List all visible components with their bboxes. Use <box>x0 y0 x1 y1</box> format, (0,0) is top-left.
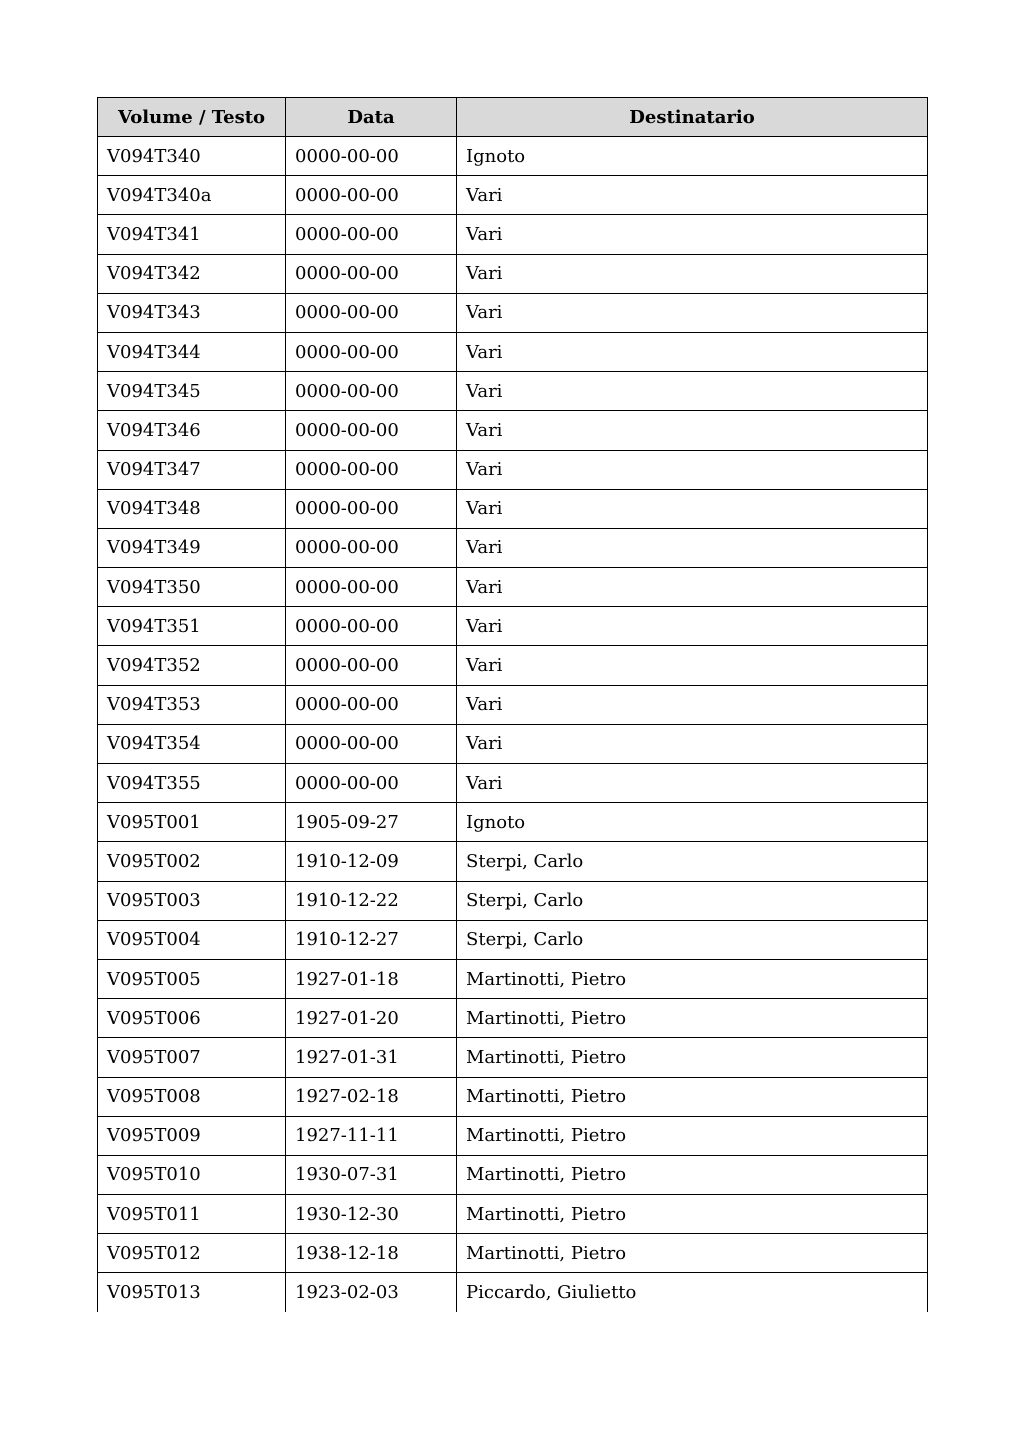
cell-data: 0000-00-00 <box>286 254 457 293</box>
table-row <box>98 372 928 411</box>
cell-data: 1938-12-18 <box>286 1234 457 1273</box>
table-row <box>98 137 928 176</box>
cell-destinatario: Ignoto <box>457 803 928 842</box>
cell-volume-testo: V095T001 <box>98 803 286 842</box>
table-row <box>98 1234 928 1273</box>
cell-volume-testo: V094T349 <box>98 528 286 567</box>
table-row <box>98 607 928 646</box>
table-row <box>98 332 928 371</box>
table-row <box>98 254 928 293</box>
header-row <box>98 98 928 137</box>
table-row <box>98 842 928 881</box>
cell-destinatario: Sterpi, Carlo <box>457 842 928 881</box>
cell-destinatario: Martinotti, Pietro <box>457 1195 928 1234</box>
cell-data: 1927-02-18 <box>286 1077 457 1116</box>
cell-data: 1930-07-31 <box>286 1155 457 1194</box>
table-header <box>98 98 928 137</box>
cell-destinatario: Sterpi, Carlo <box>457 920 928 959</box>
cell-data: 1910-12-09 <box>286 842 457 881</box>
cell-destinatario: Piccardo, Giulietto <box>457 1273 928 1312</box>
cell-volume-testo: V094T347 <box>98 450 286 489</box>
cell-destinatario: Martinotti, Pietro <box>457 1038 928 1077</box>
cell-volume-testo: V094T353 <box>98 685 286 724</box>
table-body <box>98 137 928 1313</box>
cell-data: 0000-00-00 <box>286 137 457 176</box>
cell-volume-testo: V095T008 <box>98 1077 286 1116</box>
cell-data: 1923-02-03 <box>286 1273 457 1312</box>
cell-destinatario: Vari <box>457 215 928 254</box>
cell-volume-testo: V095T005 <box>98 959 286 998</box>
cell-data: 0000-00-00 <box>286 764 457 803</box>
cell-destinatario: Vari <box>457 528 928 567</box>
table-row <box>98 999 928 1038</box>
cell-destinatario: Vari <box>457 254 928 293</box>
cell-destinatario: Vari <box>457 607 928 646</box>
cell-destinatario: Martinotti, Pietro <box>457 1077 928 1116</box>
cell-data: 0000-00-00 <box>286 372 457 411</box>
cell-destinatario: Vari <box>457 372 928 411</box>
cell-volume-testo: V095T011 <box>98 1195 286 1234</box>
cell-data: 0000-00-00 <box>286 450 457 489</box>
table-row <box>98 215 928 254</box>
table-row <box>98 764 928 803</box>
cell-data: 0000-00-00 <box>286 568 457 607</box>
cell-volume-testo: V094T342 <box>98 254 286 293</box>
table-row <box>98 881 928 920</box>
table-row <box>98 489 928 528</box>
cell-volume-testo: V094T352 <box>98 646 286 685</box>
cell-volume-testo: V094T340 <box>98 137 286 176</box>
cell-data: 0000-00-00 <box>286 489 457 528</box>
cell-data: 0000-00-00 <box>286 293 457 332</box>
table-row <box>98 803 928 842</box>
cell-volume-testo: V095T003 <box>98 881 286 920</box>
cell-data: 0000-00-00 <box>286 607 457 646</box>
cell-volume-testo: V095T009 <box>98 1116 286 1155</box>
cell-destinatario: Vari <box>457 176 928 215</box>
cell-destinatario: Ignoto <box>457 137 928 176</box>
cell-volume-testo: V094T343 <box>98 293 286 332</box>
table-row <box>98 1077 928 1116</box>
cell-destinatario: Martinotti, Pietro <box>457 1155 928 1194</box>
header-data: Data <box>286 98 457 137</box>
cell-destinatario: Martinotti, Pietro <box>457 999 928 1038</box>
cell-data: 1910-12-22 <box>286 881 457 920</box>
cell-destinatario: Vari <box>457 332 928 371</box>
cell-data: 0000-00-00 <box>286 176 457 215</box>
cell-volume-testo: V095T002 <box>98 842 286 881</box>
cell-destinatario: Vari <box>457 411 928 450</box>
table-row <box>98 568 928 607</box>
cell-data: 0000-00-00 <box>286 215 457 254</box>
cell-data: 1927-01-31 <box>286 1038 457 1077</box>
cell-volume-testo: V095T007 <box>98 1038 286 1077</box>
cell-volume-testo: V094T350 <box>98 568 286 607</box>
cell-destinatario: Vari <box>457 489 928 528</box>
cell-volume-testo: V094T346 <box>98 411 286 450</box>
cell-volume-testo: V095T004 <box>98 920 286 959</box>
records-table <box>97 97 928 1312</box>
header-volume-testo: Volume / Testo <box>98 98 286 137</box>
cell-destinatario: Martinotti, Pietro <box>457 959 928 998</box>
table-row <box>98 528 928 567</box>
cell-data: 0000-00-00 <box>286 411 457 450</box>
cell-data: 1927-11-11 <box>286 1116 457 1155</box>
cell-volume-testo: V095T010 <box>98 1155 286 1194</box>
table-row <box>98 920 928 959</box>
table-row <box>98 1038 928 1077</box>
cell-destinatario: Vari <box>457 724 928 763</box>
cell-data: 1905-09-27 <box>286 803 457 842</box>
cell-destinatario: Vari <box>457 568 928 607</box>
cell-destinatario: Martinotti, Pietro <box>457 1116 928 1155</box>
cell-destinatario: Martinotti, Pietro <box>457 1234 928 1273</box>
cell-data: 1927-01-20 <box>286 999 457 1038</box>
cell-destinatario: Vari <box>457 293 928 332</box>
table-row <box>98 450 928 489</box>
table-row <box>98 1116 928 1155</box>
table-row <box>98 1273 928 1312</box>
cell-destinatario: Vari <box>457 450 928 489</box>
cell-data: 0000-00-00 <box>286 528 457 567</box>
cell-volume-testo: V095T012 <box>98 1234 286 1273</box>
table-row <box>98 685 928 724</box>
cell-volume-testo: V094T341 <box>98 215 286 254</box>
header-destinatario: Destinatario <box>457 98 928 137</box>
table-row <box>98 724 928 763</box>
cell-data: 0000-00-00 <box>286 685 457 724</box>
table-row <box>98 411 928 450</box>
table-row <box>98 959 928 998</box>
cell-data: 1910-12-27 <box>286 920 457 959</box>
cell-volume-testo: V094T355 <box>98 764 286 803</box>
cell-volume-testo: V094T345 <box>98 372 286 411</box>
cell-destinatario: Vari <box>457 646 928 685</box>
cell-data: 0000-00-00 <box>286 724 457 763</box>
table-row <box>98 293 928 332</box>
cell-volume-testo: V094T354 <box>98 724 286 763</box>
cell-data: 0000-00-00 <box>286 646 457 685</box>
cell-volume-testo: V094T344 <box>98 332 286 371</box>
cell-destinatario: Sterpi, Carlo <box>457 881 928 920</box>
cell-destinatario: Vari <box>457 764 928 803</box>
cell-volume-testo: V095T006 <box>98 999 286 1038</box>
cell-data: 1927-01-18 <box>286 959 457 998</box>
cell-destinatario: Vari <box>457 685 928 724</box>
cell-volume-testo: V095T013 <box>98 1273 286 1312</box>
cell-data: 0000-00-00 <box>286 332 457 371</box>
table-row <box>98 1155 928 1194</box>
cell-volume-testo: V094T351 <box>98 607 286 646</box>
cell-volume-testo: V094T348 <box>98 489 286 528</box>
table-row <box>98 1195 928 1234</box>
table-row <box>98 176 928 215</box>
cell-volume-testo: V094T340a <box>98 176 286 215</box>
cell-data: 1930-12-30 <box>286 1195 457 1234</box>
table-row <box>98 646 928 685</box>
